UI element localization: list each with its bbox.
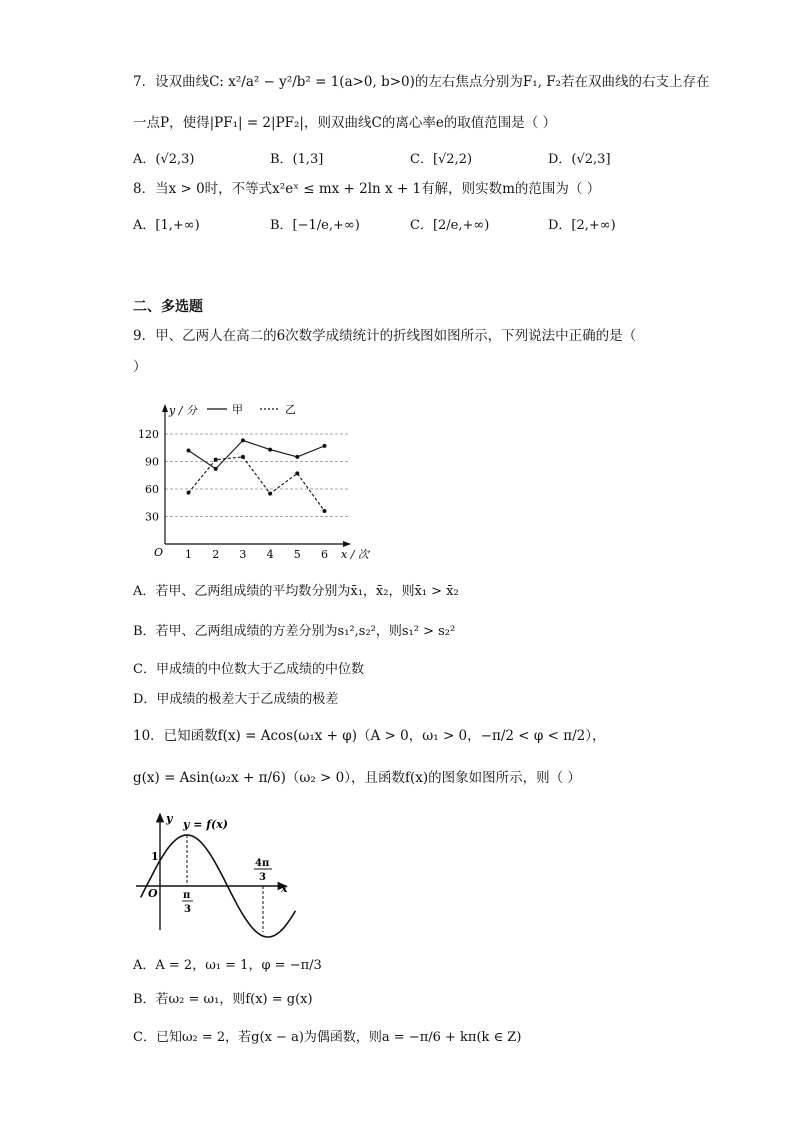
q10-line2: g(x) = Asin(ω₂x + π/6)（ω₂ > 0），且函数f(x)的图象如图所示，则（ ）: [133, 770, 581, 786]
q9-option-b: B．若甲、乙两组成绩的方差分别为s₁²,s₂²，则s₁² > s₂²: [133, 624, 456, 639]
x-tick-label: 6: [321, 548, 328, 561]
x-tick-4pi3-num: 4π: [255, 858, 270, 869]
q7-option-b: B．(1,3]: [270, 152, 324, 167]
q7-line1: 7．设双曲线C: x²/a² − y²/b² = 1(a>0, b>0)的左右焦点分别为F₁, F₂若在双曲线的右支上存在: [133, 74, 710, 90]
q7-option-a: A．(√2,3): [133, 152, 195, 167]
y-axis-label: y / 分: [169, 404, 197, 417]
q7-option-c: C．[√2,2): [410, 152, 473, 167]
q8-line1: 8．当x > 0时，不等式x²eˣ ≤ mx + 2ln x + 1有解，则实数m的范围为（ ）: [133, 181, 601, 197]
data-point-yi: [295, 471, 299, 475]
q9-option-c: C．甲成绩的中位数大于乙成绩的中位数: [133, 662, 364, 677]
series-line-yi: [189, 457, 325, 511]
y-axis-arrow: [162, 404, 168, 412]
series-line-jia: [189, 440, 325, 468]
x-tick-label: 2: [212, 548, 220, 561]
curve-label: y = f(x): [183, 818, 228, 831]
q10-line1: 10．已知函数f(x) = Acos(ω₁x + φ)（A > 0，ω₁ > 0，−π/2 < φ < π/2），: [133, 728, 606, 744]
graph-y-tick: 1: [151, 850, 159, 863]
y-tick-label: 120: [138, 428, 159, 441]
x-tick-label: 5: [293, 548, 301, 561]
data-point-jia: [187, 449, 191, 453]
data-point-jia: [241, 438, 245, 442]
data-point-jia: [295, 455, 299, 459]
origin-label: O: [154, 546, 164, 559]
q8-option-b: B．[−1/e,+∞): [270, 218, 360, 233]
q7-line2: 一点P，使得|PF₁| = 2|PF₂|，则双曲线C的离心率e的取值范围是（ ）: [133, 115, 557, 131]
function-graph: [133, 808, 298, 938]
q8-option-c: C．[2/e,+∞): [410, 218, 490, 233]
x-tick-pi3-num: π: [183, 890, 191, 901]
data-point-yi: [187, 491, 191, 495]
graph-origin: O: [148, 887, 158, 900]
x-tick-label: 4: [266, 548, 274, 561]
score-line-chart: [135, 394, 385, 564]
x-axis-arrow: [343, 541, 351, 547]
data-point-yi: [214, 458, 218, 462]
data-point-yi: [268, 492, 272, 496]
data-point-jia: [214, 467, 218, 471]
legend-label-yi: 乙: [285, 403, 296, 416]
data-point-yi: [323, 509, 327, 513]
x-tick-4pi3-den: 3: [259, 872, 266, 883]
x-tick-pi3-den: 3: [184, 904, 191, 915]
q10-option-c: C．已知ω₂ = 2，若g(x − a)为偶函数，则a = −π/6 + kπ(k ∈ Z): [133, 1030, 522, 1045]
q7-option-d: D．(√2,3]: [548, 152, 611, 167]
graph-y-label: y: [166, 812, 173, 825]
q9-option-a: A．若甲、乙两组成绩的平均数分别为x̄₁，x̄₂，则x̄₁ > x̄₂: [133, 584, 459, 599]
data-point-yi: [241, 455, 245, 459]
y-tick-label: 90: [145, 455, 159, 469]
data-point-jia: [268, 448, 272, 452]
q8-option-d: D．[2,+∞): [548, 218, 616, 233]
q8-option-a: A．[1,+∞): [133, 218, 200, 233]
q10-option-a: A．A = 2，ω₁ = 1，φ = −π/3: [133, 958, 322, 973]
q10-option-b: B．若ω₂ = ω₁，则f(x) = g(x): [133, 992, 313, 1007]
y-tick-label: 30: [145, 510, 159, 524]
x-axis-label: x / 次: [341, 548, 369, 561]
graph-x-label: x: [281, 882, 288, 895]
y-tick-label: 60: [145, 483, 159, 496]
x-tick-label: 1: [185, 548, 192, 561]
x-tick-label: 3: [239, 548, 247, 561]
q9-line2: ）: [133, 359, 147, 375]
data-point-jia: [323, 444, 327, 448]
q9-option-d: D．甲成绩的极差大于乙成绩的极差: [133, 692, 339, 707]
section-title: 二、多选题: [133, 299, 203, 315]
legend-label-jia: 甲: [232, 403, 243, 416]
q9-line1: 9．甲、乙两人在高二的6次数学成绩统计的折线图如图所示，下列说法中正确的是（: [133, 328, 637, 344]
